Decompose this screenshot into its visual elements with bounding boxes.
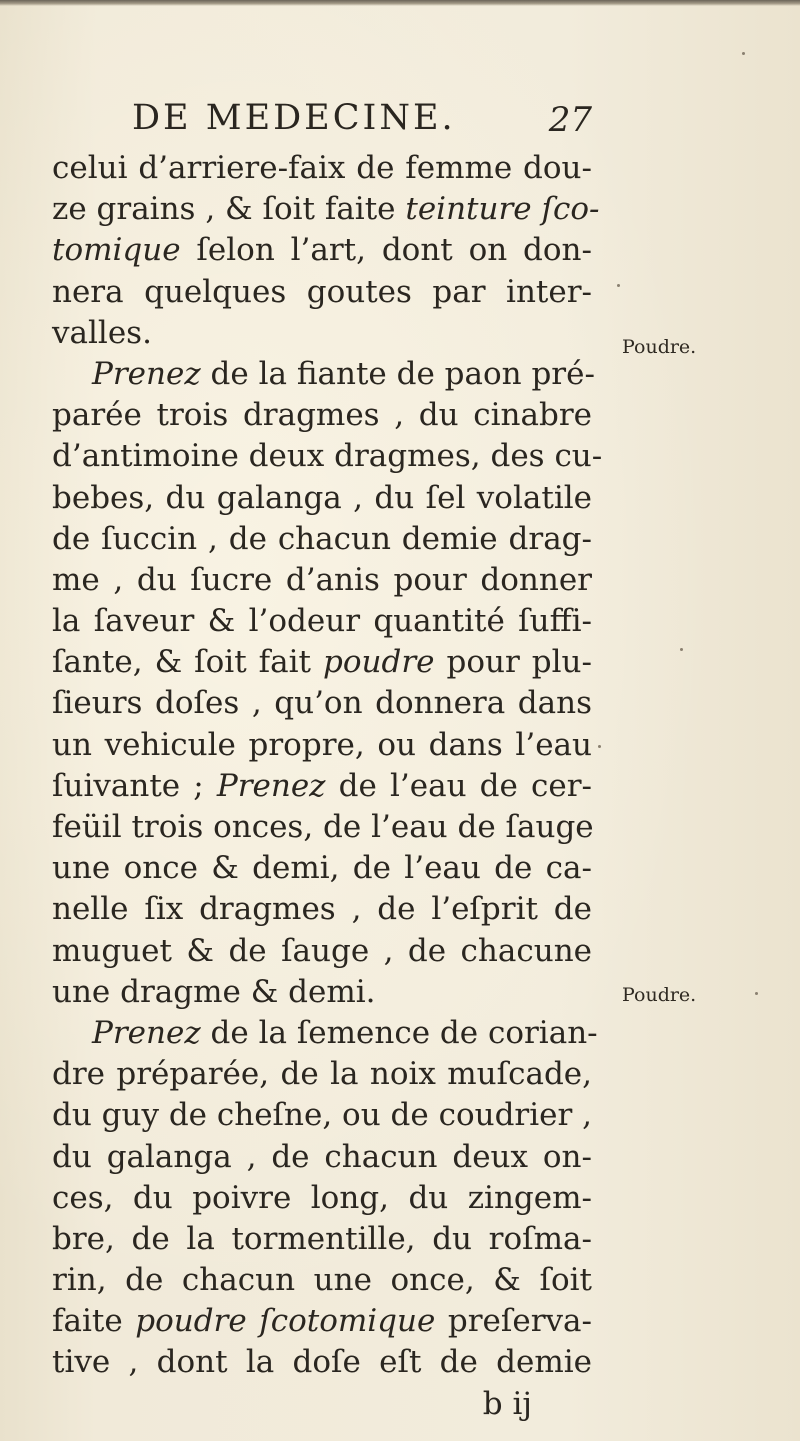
- text-line: [52, 478, 592, 519]
- text-run: tive , dont la doſe eſt de demie: [52, 1344, 592, 1381]
- text-run: preſerva-: [435, 1303, 592, 1340]
- text-line: [52, 1260, 592, 1301]
- text-line: [52, 642, 592, 683]
- text-line: [52, 1342, 592, 1383]
- paper-speck: [680, 648, 683, 651]
- text-line: [52, 395, 592, 436]
- text-line: [52, 148, 592, 189]
- text-line: [52, 807, 592, 848]
- text-run: une dragme & demi.: [52, 973, 376, 1010]
- text-line: [52, 313, 592, 354]
- paper-speck: [755, 992, 758, 995]
- text-run: ces, du poivre long, du zingem-: [52, 1179, 592, 1216]
- text-run: du guy de cheſne, ou de coudrier ,: [52, 1097, 593, 1134]
- text-line: [52, 683, 592, 724]
- text-line: [52, 436, 603, 477]
- page-header: [132, 98, 592, 146]
- text-run: parée trois dragmes , du cinabre: [52, 397, 592, 434]
- text-run: une once & demi, de l’eau de ca-: [52, 850, 592, 887]
- text-run: de l’eau de cer-: [325, 767, 592, 804]
- text-run: de ſuccin , de chacun demie drag-: [52, 520, 592, 557]
- italic-run: Prenez: [216, 767, 326, 804]
- text-line: [52, 889, 592, 930]
- text-run: ſieurs doſes , qu’on donnera dans: [52, 685, 592, 722]
- signature-mark: b ij: [482, 1385, 532, 1422]
- text-line: [52, 766, 592, 807]
- page-number: 27: [548, 100, 592, 140]
- body-text: [52, 148, 603, 1425]
- text-run: celui d’arriere-faix de femme dou-: [52, 150, 592, 186]
- text-run: nera quelques goutes par inter-: [52, 273, 592, 310]
- italic-run: Prenez: [92, 1014, 201, 1051]
- text-line: [52, 1013, 598, 1054]
- text-run: rin, de chacun une once, & ſoit: [52, 1262, 592, 1299]
- text-run: feüil trois onces, de l’eau de ſauge: [52, 809, 594, 845]
- text-run: ſante, & ſoit fait: [52, 644, 324, 681]
- text-line: [52, 1095, 592, 1136]
- paper-speck: [617, 284, 620, 287]
- paper-speck: [598, 745, 601, 748]
- text-line: [52, 519, 592, 560]
- italic-run: poudre ſcotomique: [135, 1303, 436, 1340]
- text-line: [52, 931, 592, 972]
- text-line: [52, 972, 592, 1013]
- text-run: un vehicule propre, ou dans l’eau: [52, 726, 592, 763]
- text-line: [52, 1219, 592, 1260]
- text-run: du galanga , de chacun deux on-: [52, 1138, 592, 1175]
- text-run: faite: [52, 1303, 136, 1340]
- text-run: ſelon l’art, dont on don-: [180, 232, 592, 269]
- text-run: ſuivante ;: [52, 767, 217, 804]
- text-line: [52, 601, 592, 642]
- text-line: [52, 1178, 592, 1219]
- text-line: [52, 1301, 592, 1342]
- text-run: d’antimoine deux dragmes, des cu-: [52, 438, 603, 475]
- text-line: [52, 272, 592, 313]
- running-head: DE MEDECINE.: [132, 98, 456, 138]
- text-run: pour plu-: [434, 644, 592, 681]
- margin-note-poudre-2: Poudre.: [622, 984, 697, 1006]
- italic-run: poudre: [323, 644, 435, 681]
- text-run: muguet & de ſauge , de chacune: [52, 932, 592, 969]
- text-line: [52, 354, 595, 395]
- text-run: bebes, du galanga , du ſel volatile: [52, 479, 592, 516]
- text-line: [52, 1054, 592, 1095]
- text-line: [52, 1137, 592, 1178]
- text-line: [52, 230, 592, 271]
- text-run: de la fiante de paon pré-: [200, 355, 595, 392]
- text-line: [52, 189, 600, 230]
- text-line: [52, 725, 592, 766]
- italic-run: tomique: [52, 232, 181, 269]
- text-run: la ſaveur & l’odeur quantité ſuffi-: [52, 603, 592, 640]
- text-run: bre, de la tormentille, du roſma-: [52, 1220, 592, 1257]
- page-top-edge: [0, 0, 800, 6]
- text-run: dre préparée, de la noix muſcade,: [52, 1056, 592, 1093]
- text-line: [52, 848, 592, 889]
- italic-run: teinture ſco-: [405, 191, 600, 228]
- paper-speck: [742, 52, 745, 55]
- text-line: [52, 560, 592, 601]
- italic-run: Prenez: [92, 355, 201, 392]
- text-run: de la ſemence de corian-: [200, 1014, 598, 1051]
- text-run: ze grains , & ſoit faite: [52, 191, 406, 228]
- text-run: valles.: [52, 314, 152, 351]
- margin-note-poudre-1: Poudre.: [622, 336, 697, 358]
- text-run: nelle ſix dragmes , de l’eſprit de: [52, 891, 592, 928]
- text-run: me , du ſucre d’anis pour donner: [52, 561, 592, 598]
